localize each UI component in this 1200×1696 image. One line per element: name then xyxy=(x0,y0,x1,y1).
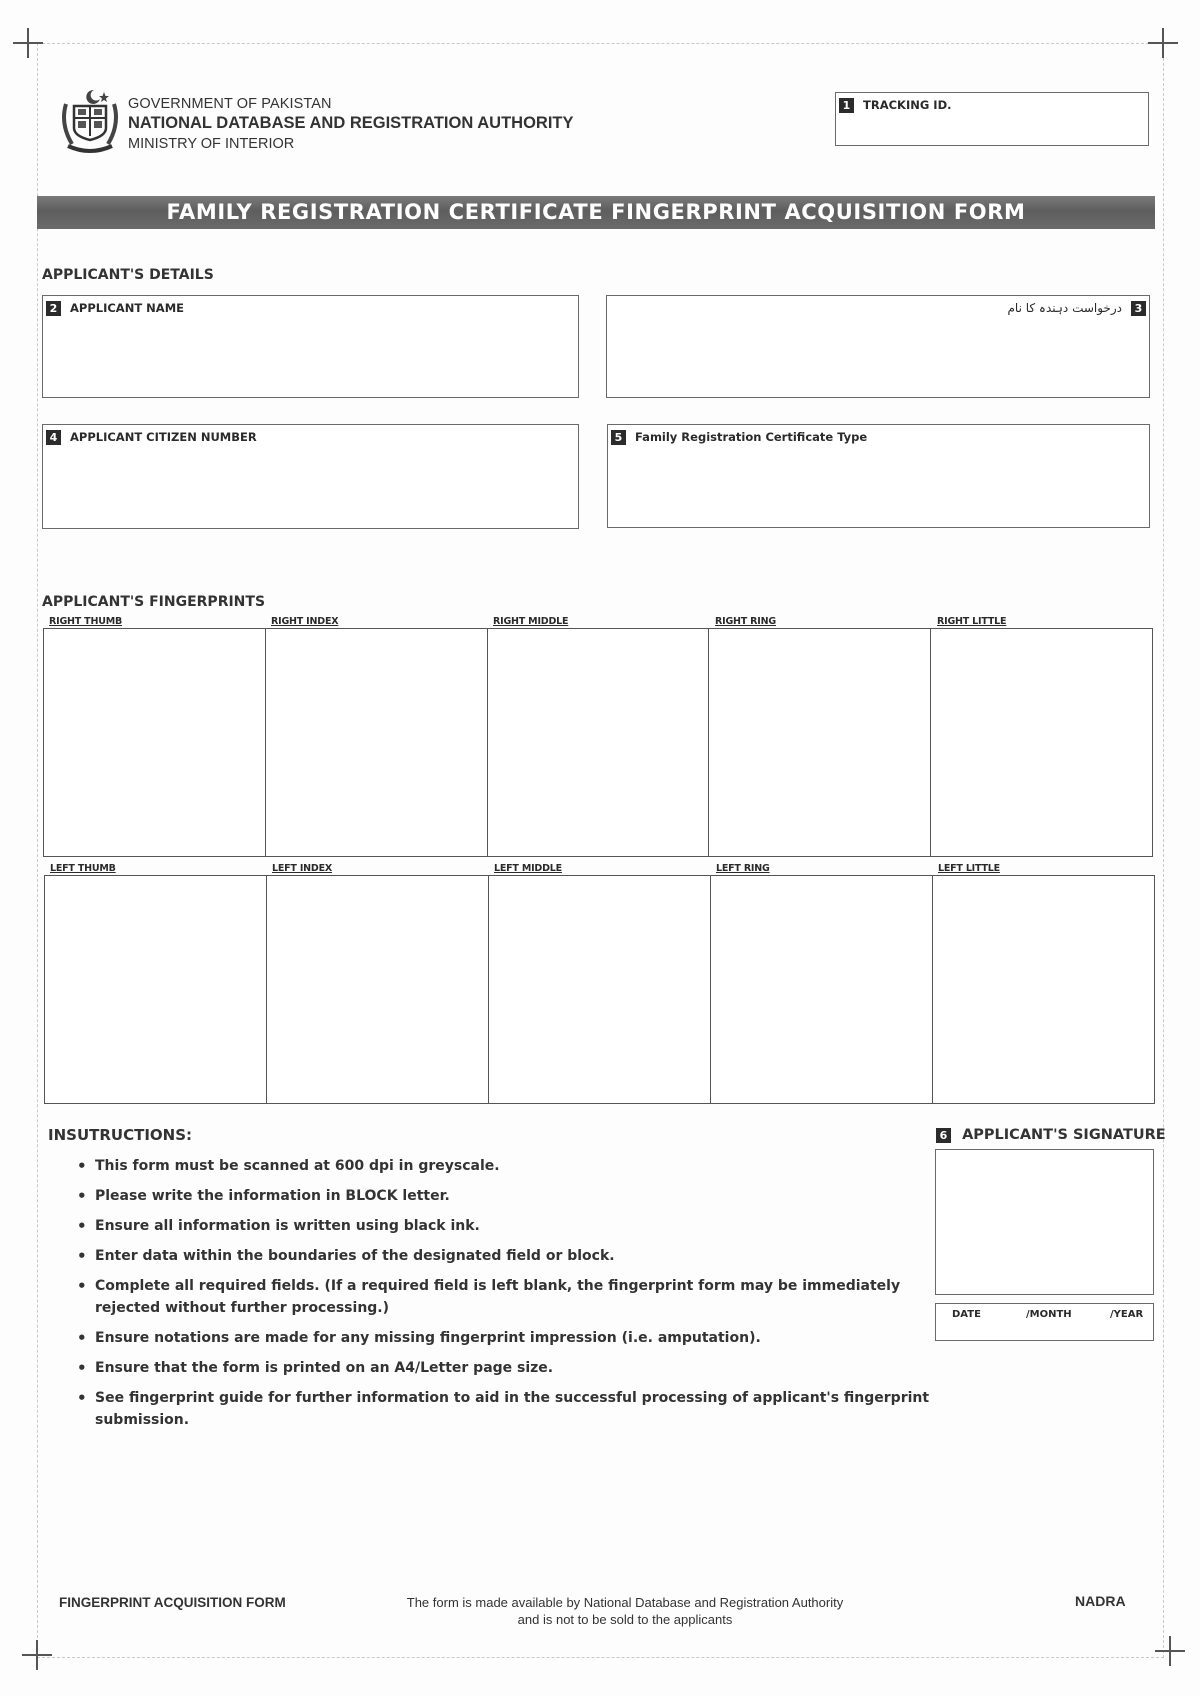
footer-form-name: FINGERPRINT ACQUISITION FORM xyxy=(59,1595,286,1610)
instructions-heading: INSUTRUCTIONS: xyxy=(48,1126,193,1144)
left-thumb-label: LEFT THUMB xyxy=(50,863,116,874)
left-index-label: LEFT INDEX xyxy=(272,863,333,874)
signature-date-field[interactable] xyxy=(935,1303,1154,1341)
frc-type-field[interactable] xyxy=(607,424,1150,528)
date-label: DATE xyxy=(952,1309,981,1320)
signature-label: APPLICANT'S SIGNATURE xyxy=(962,1127,1166,1143)
form-title: FAMILY REGISTRATION CERTIFICATE FINGERPRINT ACQUISITION FORM xyxy=(37,196,1155,229)
authority-title: NATIONAL DATABASE AND REGISTRATION AUTHORITY xyxy=(128,114,574,132)
left-index-box[interactable] xyxy=(267,876,489,1103)
left-little-box[interactable] xyxy=(933,876,1154,1103)
ministry-title: MINISTRY OF INTERIOR xyxy=(128,136,295,152)
instruction-item: • Ensure that the form is printed on an A4/Letter page size. xyxy=(73,1357,943,1379)
tracking-id-label: TRACKING ID. xyxy=(863,98,952,112)
instruction-item: • Please write the information in BLOCK letter. xyxy=(73,1185,943,1207)
right-ring-box[interactable] xyxy=(709,629,931,856)
left-hand-labels xyxy=(44,863,1154,874)
right-thumb-box[interactable] xyxy=(44,629,266,856)
crop-mark-top-right xyxy=(1148,28,1178,58)
right-hand-labels xyxy=(43,616,1153,627)
instruction-item: • Enter data within the boundaries of the designated field or block. xyxy=(73,1245,943,1267)
footer-org: NADRA xyxy=(1075,1593,1126,1609)
citizen-number-label: APPLICANT CITIZEN NUMBER xyxy=(70,430,257,444)
year-label: /YEAR xyxy=(1110,1309,1144,1320)
month-label: /MONTH xyxy=(1026,1309,1072,1320)
instructions-list xyxy=(73,1155,943,1439)
field-number: 1 xyxy=(839,98,854,113)
signature-box[interactable] xyxy=(935,1149,1154,1295)
right-middle-box[interactable] xyxy=(488,629,710,856)
left-thumb-box[interactable] xyxy=(45,876,267,1103)
right-thumb-label: RIGHT THUMB xyxy=(49,616,123,627)
footer-notice xyxy=(360,1594,890,1628)
left-little-label: LEFT LITTLE xyxy=(938,863,1000,874)
footer-notice-line2: and is not to be sold to the applicants xyxy=(517,1612,733,1627)
citizen-number-field[interactable] xyxy=(42,424,579,529)
crop-mark-bottom-right xyxy=(1155,1636,1185,1666)
right-index-box[interactable] xyxy=(266,629,488,856)
applicant-details-heading: APPLICANT'S DETAILS xyxy=(42,267,214,283)
field-number: 2 xyxy=(46,301,61,316)
crop-mark-top-left xyxy=(13,28,43,58)
state-emblem-icon xyxy=(60,86,120,156)
fingerprints-heading: APPLICANT'S FINGERPRINTS xyxy=(42,594,266,610)
instruction-item: • This form must be scanned at 600 dpi in greyscale. xyxy=(73,1155,943,1177)
left-ring-box[interactable] xyxy=(711,876,933,1103)
right-middle-label: RIGHT MIDDLE xyxy=(493,616,569,627)
left-middle-label: LEFT MIDDLE xyxy=(494,863,562,874)
right-ring-label: RIGHT RING xyxy=(715,616,776,627)
instruction-item: • Ensure all information is written using black ink. xyxy=(73,1215,943,1237)
footer-notice-line1: The form is made available by National Database and Registration Authority xyxy=(406,1595,844,1610)
field-number: 6 xyxy=(936,1128,951,1143)
instruction-item: • Ensure notations are made for any missing fingerprint impression (i.e. amputation). xyxy=(73,1327,943,1349)
applicant-name-label: APPLICANT NAME xyxy=(70,301,185,315)
tracking-id-field[interactable] xyxy=(835,92,1149,146)
applicant-name-urdu-label: درخواست دہندہ کا نام xyxy=(1007,301,1122,315)
instruction-item: • See fingerprint guide for further information to aid in the successful processing of applicant's fingerprint submission. xyxy=(73,1387,943,1431)
crop-mark-bottom-left xyxy=(22,1640,52,1670)
right-little-box[interactable] xyxy=(931,629,1152,856)
applicant-name-field[interactable] xyxy=(42,295,579,398)
signature-heading xyxy=(936,1127,1166,1143)
field-number: 4 xyxy=(46,430,61,445)
right-index-label: RIGHT INDEX xyxy=(271,616,339,627)
left-middle-box[interactable] xyxy=(489,876,711,1103)
field-number: 3 xyxy=(1131,301,1146,316)
instruction-item: • Complete all required fields. (If a required field is left blank, the fingerprint form may be immediately rejected without further processing.) xyxy=(73,1275,943,1319)
right-hand-fingerprint-grid xyxy=(43,628,1153,857)
field-number: 5 xyxy=(611,430,626,445)
applicant-name-urdu-field[interactable] xyxy=(606,295,1150,398)
government-title: GOVERNMENT OF PAKISTAN xyxy=(128,96,332,112)
frc-type-label: Family Registration Certificate Type xyxy=(635,430,868,444)
right-little-label: RIGHT LITTLE xyxy=(937,616,1007,627)
left-ring-label: LEFT RING xyxy=(716,863,770,874)
left-hand-fingerprint-grid xyxy=(44,875,1155,1104)
